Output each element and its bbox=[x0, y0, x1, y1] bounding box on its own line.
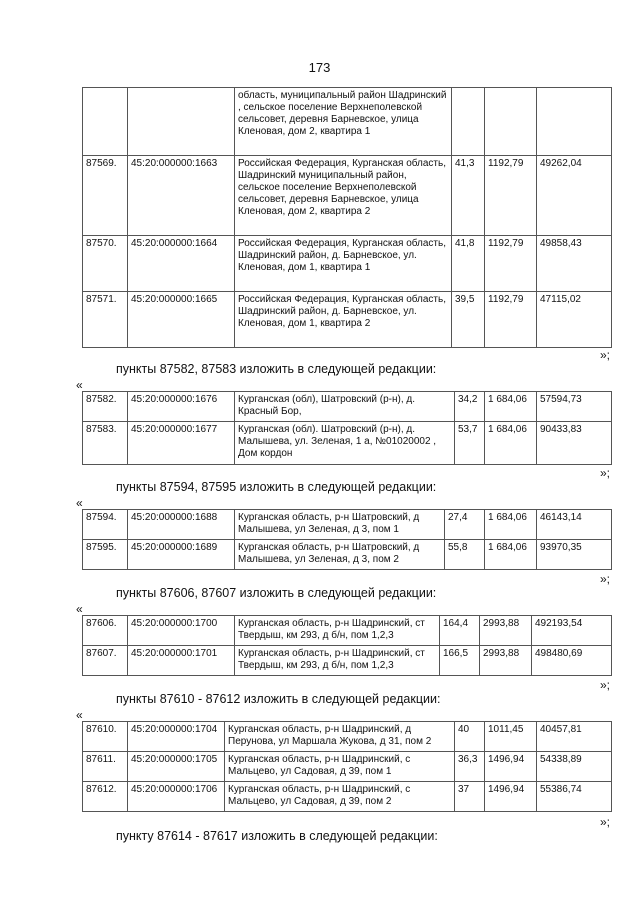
property-table-5 bbox=[82, 721, 612, 812]
property-table-2 bbox=[82, 391, 612, 465]
table-row bbox=[83, 156, 612, 236]
area: 34,2 bbox=[455, 392, 485, 422]
table-row bbox=[83, 88, 612, 156]
row-number bbox=[83, 88, 128, 156]
row-number: 87583. bbox=[83, 422, 128, 465]
address: Курганская область, р-н Шатровский, д Малышева, ул Зеленая, д 3, пом 1 bbox=[235, 510, 445, 540]
amendment-heading: пункты 87606, 87607 изложить в следующей редакции: bbox=[116, 586, 437, 600]
row-number: 87582. bbox=[83, 392, 128, 422]
address: Российская Федерация, Курганская область, Шадринский район, д. Барневское, ул. Кленовая, дом 1, квартира 1 bbox=[235, 236, 452, 292]
property-table-4 bbox=[82, 615, 612, 676]
row-number: 87607. bbox=[83, 646, 128, 676]
unit-value: 1 684,06 bbox=[485, 540, 537, 570]
closing-quote: »; bbox=[600, 466, 611, 480]
address: Курганская область, р-н Шадринский, д Перунова, ул Маршала Жукова, д 31, пом 2 bbox=[225, 722, 455, 752]
row-number: 87570. bbox=[83, 236, 128, 292]
opening-quote: « bbox=[76, 496, 83, 510]
closing-quote: »; bbox=[600, 815, 611, 829]
opening-quote: « bbox=[76, 708, 83, 722]
area: 55,8 bbox=[445, 540, 485, 570]
unit-value: 1 684,06 bbox=[485, 422, 537, 465]
closing-quote: »; bbox=[600, 678, 611, 692]
cadastral-number: 45:20:000000:1663 bbox=[128, 156, 235, 236]
unit-value: 1496,94 bbox=[485, 782, 537, 812]
cadastral-value: 47115,02 bbox=[537, 292, 612, 348]
table-row bbox=[83, 392, 612, 422]
cadastral-value bbox=[537, 88, 612, 156]
row-number: 87594. bbox=[83, 510, 128, 540]
unit-value: 1192,79 bbox=[485, 156, 537, 236]
row-number: 87569. bbox=[83, 156, 128, 236]
cadastral-number: 45:20:000000:1688 bbox=[128, 510, 235, 540]
amendment-heading: пункту 87614 - 87617 изложить в следующей редакции: bbox=[116, 829, 438, 843]
row-number: 87612. bbox=[83, 782, 128, 812]
address: Российская Федерация, Курганская область, Шадринский район, д. Барневское, ул. Кленовая, дом 1, квартира 2 bbox=[235, 292, 452, 348]
page-number: 173 bbox=[308, 60, 331, 75]
cadastral-number: 45:20:000000:1665 bbox=[128, 292, 235, 348]
opening-quote: « bbox=[76, 602, 83, 616]
address: Российская Федерация, Курганская область, Шадринский муниципальный район, сельское поселение Верхнеполевской сельсовет, деревня Барневское, улица Кленовая, дом 2, квартира 2 bbox=[235, 156, 452, 236]
cadastral-value: 54338,89 bbox=[537, 752, 612, 782]
cadastral-number: 45:20:000000:1664 bbox=[128, 236, 235, 292]
area: 27,4 bbox=[445, 510, 485, 540]
unit-value: 1192,79 bbox=[485, 292, 537, 348]
area bbox=[452, 88, 485, 156]
address: Курганская (обл), Шатровский (р-н), д. Красный Бор, bbox=[235, 392, 455, 422]
closing-quote: »; bbox=[600, 572, 611, 586]
cadastral-number: 45:20:000000:1701 bbox=[128, 646, 235, 676]
area: 41,8 bbox=[452, 236, 485, 292]
table-row bbox=[83, 236, 612, 292]
table-row bbox=[83, 752, 612, 782]
table-row bbox=[83, 722, 612, 752]
cadastral-value: 492193,54 bbox=[532, 616, 612, 646]
area: 40 bbox=[455, 722, 485, 752]
address: Курганская область, р-н Шадринский, ст Твердыш, км 293, д б/н, пом 1,2,3 bbox=[235, 646, 440, 676]
area: 41,3 bbox=[452, 156, 485, 236]
address: Курганская область, р-н Шадринский, с Мальцево, ул Садовая, д 39, пом 1 bbox=[225, 752, 455, 782]
unit-value: 1192,79 bbox=[485, 236, 537, 292]
address: Курганская (обл). Шатровский (р-н), д. Малышева, ул. Зеленая, 1 а, №01020002 , Дом кордон bbox=[235, 422, 455, 465]
cadastral-number bbox=[128, 88, 235, 156]
cadastral-value: 498480,69 bbox=[532, 646, 612, 676]
amendment-heading: пункты 87594, 87595 изложить в следующей редакции: bbox=[116, 480, 437, 494]
unit-value: 1 684,06 bbox=[485, 392, 537, 422]
unit-value: 2993,88 bbox=[480, 646, 532, 676]
area: 36,3 bbox=[455, 752, 485, 782]
address: Курганская область, р-н Шатровский, д Малышева, ул Зеленая, д 3, пом 2 bbox=[235, 540, 445, 570]
unit-value: 1 684,06 bbox=[485, 510, 537, 540]
table-row bbox=[83, 422, 612, 465]
area: 39,5 bbox=[452, 292, 485, 348]
area: 37 bbox=[455, 782, 485, 812]
row-number: 87610. bbox=[83, 722, 128, 752]
property-table-1 bbox=[82, 87, 612, 348]
row-number: 87595. bbox=[83, 540, 128, 570]
cadastral-number: 45:20:000000:1704 bbox=[128, 722, 225, 752]
unit-value bbox=[485, 88, 537, 156]
cadastral-value: 46143,14 bbox=[537, 510, 612, 540]
row-number: 87611. bbox=[83, 752, 128, 782]
table-row bbox=[83, 292, 612, 348]
cadastral-value: 55386,74 bbox=[537, 782, 612, 812]
table-row bbox=[83, 782, 612, 812]
closing-quote: »; bbox=[600, 348, 611, 362]
cadastral-value: 93970,35 bbox=[537, 540, 612, 570]
unit-value: 2993,88 bbox=[480, 616, 532, 646]
area: 164,4 bbox=[440, 616, 480, 646]
property-table-3 bbox=[82, 509, 612, 570]
area: 166,5 bbox=[440, 646, 480, 676]
address: Курганская область, р-н Шадринский, ст Твердыш, км 293, д б/н, пом 1,2,3 bbox=[235, 616, 440, 646]
cadastral-number: 45:20:000000:1676 bbox=[128, 392, 235, 422]
amendment-heading: пункты 87610 - 87612 изложить в следующей редакции: bbox=[116, 692, 441, 706]
opening-quote: « bbox=[76, 378, 83, 392]
area: 53,7 bbox=[455, 422, 485, 465]
cadastral-value: 49858,43 bbox=[537, 236, 612, 292]
table-row bbox=[83, 646, 612, 676]
table-row bbox=[83, 540, 612, 570]
unit-value: 1496,94 bbox=[485, 752, 537, 782]
amendment-heading: пункты 87582, 87583 изложить в следующей редакции: bbox=[116, 362, 437, 376]
cadastral-number: 45:20:000000:1689 bbox=[128, 540, 235, 570]
row-number: 87606. bbox=[83, 616, 128, 646]
address: Курганская область, р-н Шадринский, с Мальцево, ул Садовая, д 39, пом 2 bbox=[225, 782, 455, 812]
table-row bbox=[83, 616, 612, 646]
cadastral-value: 49262,04 bbox=[537, 156, 612, 236]
cadastral-number: 45:20:000000:1705 bbox=[128, 752, 225, 782]
cadastral-value: 90433,83 bbox=[537, 422, 612, 465]
cadastral-number: 45:20:000000:1677 bbox=[128, 422, 235, 465]
table-row bbox=[83, 510, 612, 540]
cadastral-number: 45:20:000000:1706 bbox=[128, 782, 225, 812]
unit-value: 1011,45 bbox=[485, 722, 537, 752]
cadastral-value: 57594,73 bbox=[537, 392, 612, 422]
cadastral-value: 40457,81 bbox=[537, 722, 612, 752]
row-number: 87571. bbox=[83, 292, 128, 348]
address: область, муниципальный район Шадринский , сельское поселение Верхнеполевской сельсовет, деревня Барневское, улица Кленовая, дом 2, квартира 1 bbox=[235, 88, 452, 156]
cadastral-number: 45:20:000000:1700 bbox=[128, 616, 235, 646]
